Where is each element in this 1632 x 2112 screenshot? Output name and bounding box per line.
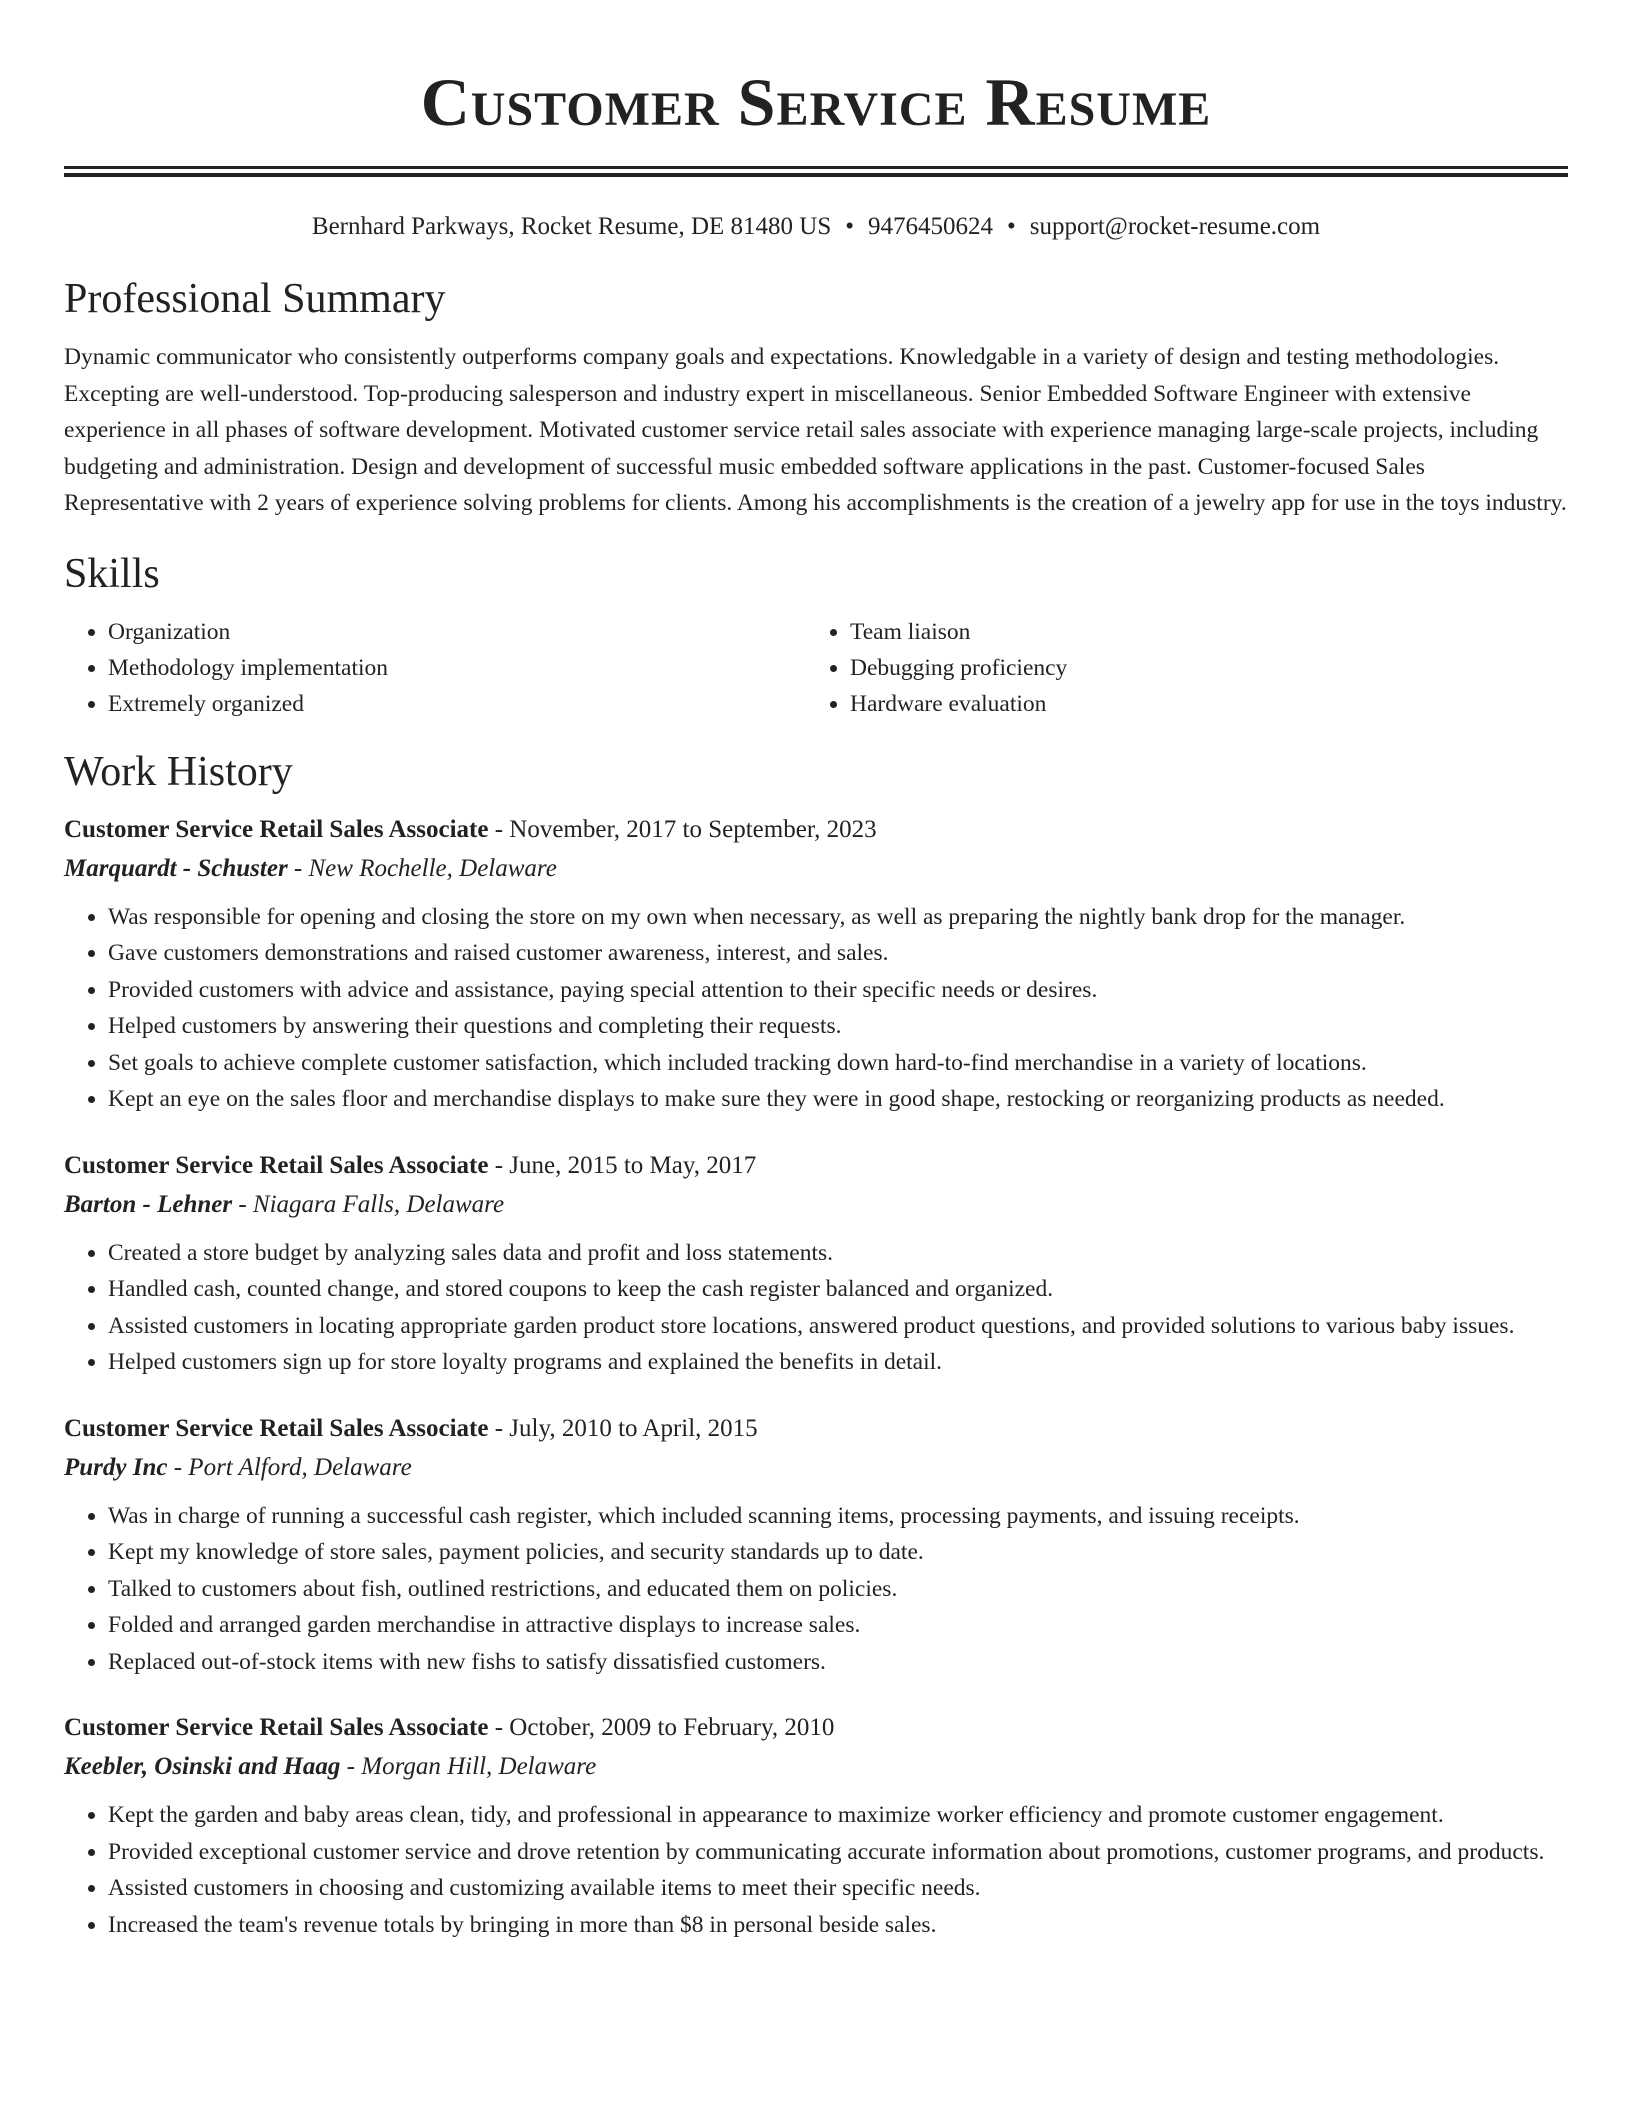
job-dates: - June, 2015 to May, 2017 [488,1151,757,1179]
job-bullet: • Provided exceptional customer service and drove retention by communicating accurate information about promotions, customer programs, and products. [108,1834,1568,1871]
job-bullet: • Set goals to achieve complete customer satisfaction, which included tracking down hard-to-find merchandise in a variety of locations. [108,1045,1568,1082]
summary-heading: Professional Summary [64,276,446,322]
job-bullet: • Helped customers sign up for store loyalty programs and explained the benefits in detail. [108,1344,1568,1381]
work-history-heading: Work History [64,748,293,795]
job-title: Customer Service Retail Sales Associate [64,1714,489,1741]
job-company: Marquardt - Schuster [64,854,288,882]
job-location: - Morgan Hill, Delaware [340,1753,597,1780]
skills-list-left [64,614,806,722]
contact-separator: • [1007,213,1016,240]
job-company: Keebler, Osinski and Haag [64,1753,341,1780]
job-bullet: • Gave customers demonstrations and raised customer awareness, interest, and sales. [108,935,1568,972]
job-bullet: • Provided customers with advice and assistance, paying special attention to their specific needs or desires. [108,972,1568,1009]
job-bullet: • Was in charge of running a successful cash register, which included scanning items, processing payments, and issuing receipts. [108,1498,1568,1535]
job-bullet: • Helped customers by answering their questions and completing their requests. [108,1008,1568,1045]
contact-phone: 9476450624 [868,213,994,240]
job-bullet: • Kept my knowledge of store sales, payment policies, and security standards up to date. [108,1534,1568,1571]
job-entry [64,1150,1568,1381]
job-title-line [64,1413,1568,1445]
job-dates: - July, 2010 to April, 2015 [488,1414,758,1442]
job-bullets [64,899,1568,1118]
job-company-line [64,1751,1568,1783]
job-bullet: • Replaced out-of-stock items with new fishs to satisfy dissatisfied customers. [108,1644,1568,1681]
contact-line [64,211,1568,243]
job-company: Barton - Lehner [64,1190,233,1218]
skill-item: • Organization [108,614,806,650]
job-title: Customer Service Retail Sales Associate [64,815,489,843]
job-location: - Port Alford, Delaware [167,1453,412,1481]
job-entry [64,814,1568,1118]
skill-item: • Debugging proficiency [850,650,1548,686]
job-company: Purdy Inc [64,1453,168,1481]
job-bullet: • Was responsible for opening and closing the store on my own when necessary, as well as preparing the nightly bank drop for the manager. [108,899,1568,936]
job-bullet: • Kept an eye on the sales floor and merchandise displays to make sure they were in good shape, restocking or reorganizing products as needed. [108,1081,1568,1118]
contact-email: support@rocket-resume.com [1029,213,1321,240]
skill-item: • Team liaison [850,614,1548,650]
job-bullet: • Assisted customers in locating appropriate garden product store locations, answered product questions, and provided solutions to various baby issues. [108,1308,1568,1345]
job-company-line [64,1189,1568,1221]
title-double-rule [64,166,1568,177]
job-bullet: • Talked to customers about fish, outlined restrictions, and educated them on policies. [108,1571,1568,1608]
job-location: - New Rochelle, Delaware [287,854,557,882]
contact-address: Bernhard Parkways, Rocket Resume, DE 81480 US [311,213,832,240]
skill-item: • Methodology implementation [108,650,806,686]
skills-list-right [806,614,1548,722]
job-entry [64,1413,1568,1681]
resume-page [64,0,1568,1943]
job-bullet: • Kept the garden and baby areas clean, tidy, and professional in appearance to maximize worker efficiency and promote customer engagement. [108,1797,1568,1834]
job-bullets [64,1235,1568,1381]
skill-item: • Hardware evaluation [850,686,1548,722]
job-bullets [64,1797,1568,1943]
resume-title: Customer Service Resume [420,64,1212,140]
job-title-line [64,1150,1568,1182]
job-company-line [64,1452,1568,1484]
job-bullet: • Folded and arranged garden merchandise in attractive displays to increase sales. [108,1607,1568,1644]
job-location: - Niagara Falls, Delaware [232,1190,505,1218]
skills-columns [64,614,1568,722]
job-title-line [64,814,1568,846]
skills-heading: Skills [64,550,160,597]
job-dates: - November, 2017 to September, 2023 [488,815,877,843]
job-dates: - October, 2009 to February, 2010 [488,1714,835,1741]
job-bullet: • Created a store budget by analyzing sales data and profit and loss statements. [108,1235,1568,1272]
job-title: Customer Service Retail Sales Associate [64,1151,489,1179]
contact-separator: • [845,213,855,240]
summary-text: Dynamic communicator who consistently outperforms company goals and expectations. Knowledgable in a variety of design and testing methodologies. Excepting are well-understood. Top-producing salesperson and industry expert in miscellaneous. Senior Embedded Software Engineer with extensive experience in all phases of software development. Motivated customer service retail sales associate with experience managing large-scale projects, including budgeting and administration. Design and development of successful music embedded software applications in the past. Customer-focused Sales Representative with 2 years of experience solving problems for clients. Among his accomplishments is the creation of a jewelry app for use in the toys industry. [64,344,1567,516]
job-title-line [64,1712,1568,1744]
job-entry [64,1712,1568,1943]
skill-item: • Extremely organized [108,686,806,722]
job-bullet: • Increased the team's revenue totals by bringing in more than $8 in personal beside sales. [108,1907,1568,1944]
job-bullet: • Assisted customers in choosing and customizing available items to meet their specific needs. [108,1870,1568,1907]
job-bullet: • Handled cash, counted change, and stored coupons to keep the cash register balanced and organized. [108,1271,1568,1308]
job-title: Customer Service Retail Sales Associate [64,1414,489,1442]
job-bullets [64,1498,1568,1681]
job-company-line [64,853,1568,885]
